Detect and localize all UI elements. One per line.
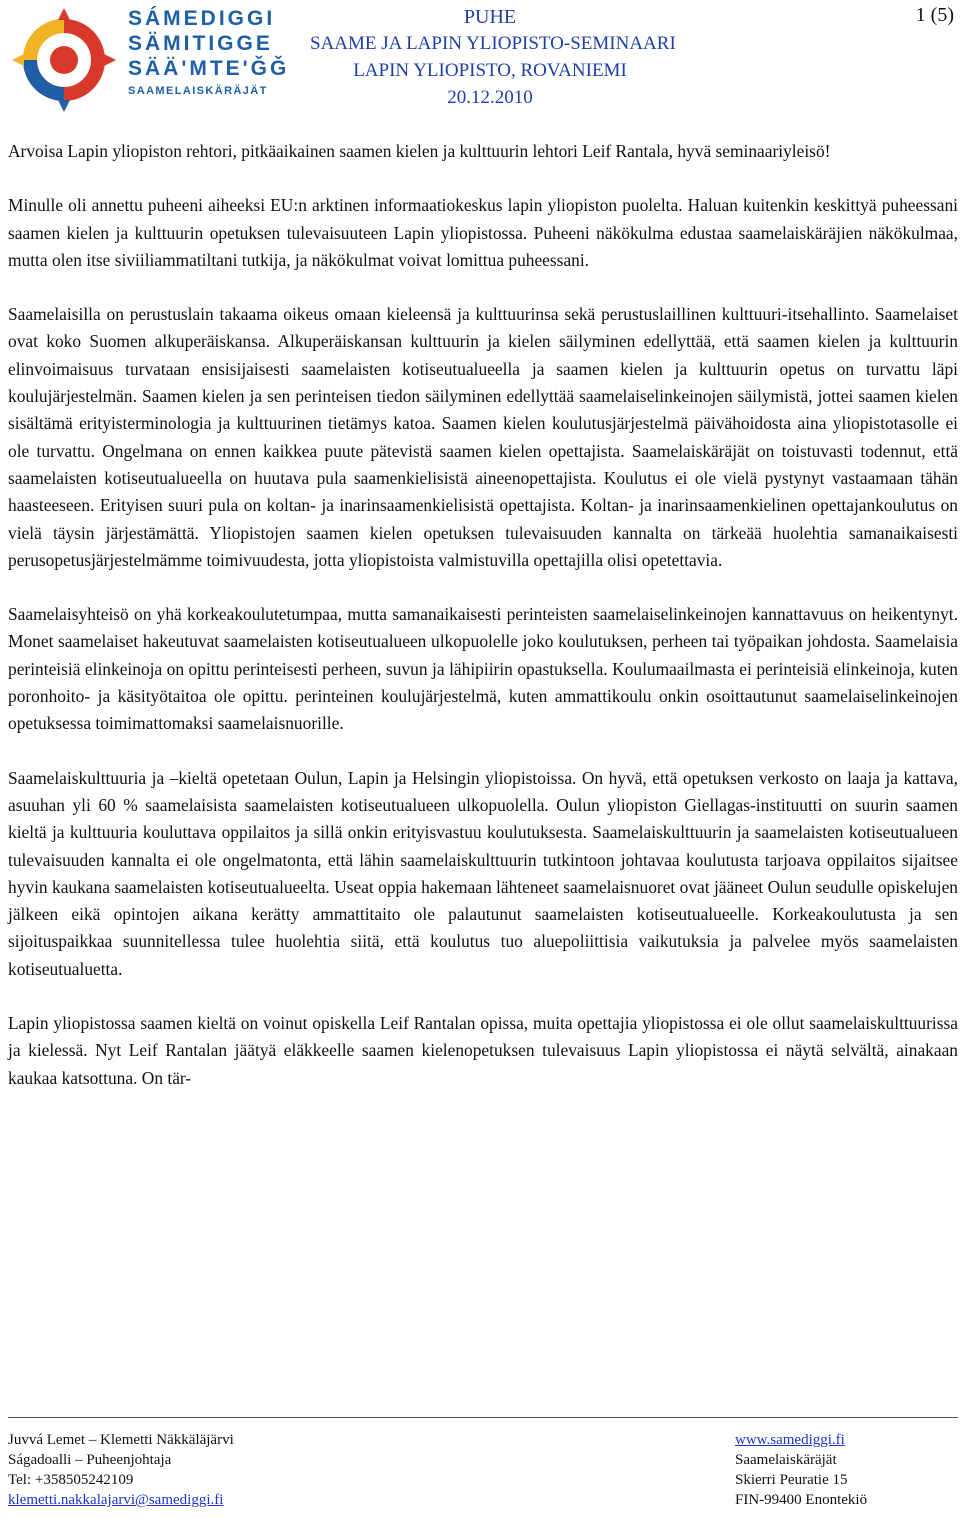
logo-line: SÁMEDIGGI — [128, 7, 276, 30]
website-link[interactable]: www.samediggi.fi — [735, 1432, 845, 1448]
logo-line: SÄMITIGGE — [128, 32, 273, 55]
page-header — [0, 0, 960, 125]
samediggi-logo — [6, 2, 306, 114]
footer-contact — [8, 1430, 508, 1510]
footer-divider — [8, 1417, 958, 1418]
paragraph: Saamelaisyhteisö on yhä korkeakoulutetumpaa, mutta samanaikaisesti perinteisten saamelaiselinkeinojen kannattavuus on heikentynyt. Monet saamelaiset hakeutuvat saamelaisten kotiseutualueen ulkopuolelle joko koulutuksen, perheen tai työpaikan johdosta. Saamelaisia perinteisiä elinkeinoja on opittu perinteisesti perheen, suvun ja lähipiirin opastuksella. Koulumaailmasta ei perinteisiä elinkeinoja, kuten poronhoito- ja käsityötaitoa ole opittu. perinteinen koulujärjestelmä, kuten ammattikoulu onkin osoittautunut saamelaiselinkeinojen opetuksessa toimimattomaksi saamelaisnuorille. — [8, 604, 958, 734]
contact-name: Juvvá Lemet – Klemetti Näkkäläjärvi — [8, 1432, 234, 1448]
organization-name: Saamelaiskäräjät — [735, 1452, 837, 1468]
event-place: LAPIN YLIOPISTO, ROVANIEMI — [353, 60, 627, 81]
postal-address: FIN-99400 Enontekiö — [735, 1492, 868, 1508]
paragraph: Lapin yliopistossa saamen kieltä on voinut opiskella Leif Rantalan opissa, muita opettajia yliopistossa ei ole ollut saamelaiskulttuurissa ja kielessä. Nyt Leif Rantalan jäätyä eläkkeelle saamen kielenopetuksen tulevaisuus Lapin yliopistossa ei näytä selvältä, ainakaan kaukaa katsottuna. On tär- — [8, 1013, 958, 1088]
document-info — [310, 4, 676, 111]
speech-body — [8, 138, 958, 1119]
paragraph: Arvoisa Lapin yliopiston rehtori, pitkäaikainen saamen kielen ja kulttuurin lehtori Leif Rantala, hyvä seminaariyleisö! — [8, 141, 831, 161]
logo-subtitle: SAAMELAISKÄRÄJÄT — [128, 85, 268, 97]
footer-organization — [735, 1430, 960, 1510]
paragraph: Minulle oli annettu puheeni aiheeksi EU:n arktinen informaatiokeskus lapin yliopiston puolelta. Haluan kuitenkin keskittyä puheessani saamen kielen ja kulttuurin opetuksen tulevaisuuteen Lapin yliopistossa. Puheeni näkökulma edustaa saamelaiskäräjien näkökulmaa, mutta olen itse siviiliammatiltani tutkija, ja näkökulmat voivat lomittua puheessani. — [8, 195, 958, 270]
contact-email-link[interactable]: klemetti.nakkalajarvi@samediggi.fi — [8, 1492, 224, 1508]
contact-role: Ságadoalli – Puheenjohtaja — [8, 1452, 172, 1468]
contact-phone: Tel: +358505242109 — [8, 1472, 134, 1488]
paragraph: Saamelaisilla on perustuslain takaama oikeus omaan kieleensä ja kulttuurinsa sekä perustuslaillinen kulttuuri-itsehallinto. Saamelaiset ovat koko Suomen alkuperäiskansa. Alkuperäiskansan kulttuurin ja kielen säilyminen edellyttää, että saamen kielen ja kulttuurin elinvoimaisuus turvataan ensisijaisesti saamelaisten kotiseutualueella ja saamen kielen ja kulttuurin opetus on turvattu läpi koulujärjestelmän. Saamen kielen ja sen perinteisen tiedon säilyminen edellyttää saamelaiselinkeinojen säilymistä, jottei saamen kielen sisältämä erityisterminologia ja kulttuurinen tietämys katoa. Saamen kielen koulutusjärjestelmä päivähoidosta aina yliopistotasolle ei ole turvattu. Ongelmana on ennen kaikkea puute pätevistä saamen kielen opettajista. Saamelaiskäräjät on toistuvasti todennut, että saamelaisten kotiseutualueella on huutava pula saamenkielisistä aineenopettajista. Koulutus ei ole vielä pystynyt vastaamaan tähän haasteeseen. Erityisen suuri pula on koltan- ja inarinsaamenkielisistä opettajista. Koltan- ja inarinsaamenkielinen opettajankoulutus on vielä täysin järjestämättä. Yliopistojen saamen kielen opetuksen tulevaisuuden kannalta on tärkeää huolehtia samanaikaisesti perusopetusjärjestelmämme toimivuudesta, jotta yliopistoista valmistuvilla opettajilla olisi opetettavia. — [8, 304, 958, 570]
paragraph: Saamelaiskulttuuria ja –kieltä opetetaan Oulun, Lapin ja Helsingin yliopistoissa. On hyvä, että opetuksen verkosto on laaja ja kattava, asuuhan yli 60 % saamelaisista saamelaisten kotiseutualueen ulkopuolella. Oulun yliopiston Giellagas-instituutti on suurin saamen kieltä ja kulttuuria kouluttava oppilaitos ja sillä onkin erityisvastuu koulutuksesta. Saamelaiskulttuurin ja saamelaisten kotiseutualueen tulevaisuuden kannalta ei ole ongelmatonta, että lähin saamelaiskulttuurin tutkintoon johtavaa koulutusta tarjoava oppilaitos sijaitsee hyvin kaukana saamelaisten kotiseutualueelta. Useat oppia hakemaan lähteneet saamelaisnuoret ovat jääneet Oulun seudulle opiskelujen jälkeen eikä opintojen aikana kerätty ammattitaito ole palautunut saamelaisten kotiseutualueelle. Korkeakoulutusta ja sen sijoituspaikkaa suunnitellessa tulee huolehtia siitä, että koulutus tuo aluepoliittisia vaikutuksia ja palvelee myös saamelaisten kotiseutualuetta. — [8, 767, 958, 979]
samediggi-emblem-icon — [6, 2, 124, 114]
event-date: 20.12.2010 — [447, 87, 533, 108]
page-number: 1 (5) — [915, 4, 954, 26]
document-type: PUHE — [463, 6, 517, 28]
logo-wordmark — [128, 6, 308, 99]
event-title: SAAME JA LAPIN YLIOPISTO-SEMINAARI — [310, 33, 676, 54]
street-address: Skierri Peuratie 15 — [735, 1472, 848, 1488]
logo-line: SÄÄ'MTE'ǦǦ — [128, 57, 290, 80]
